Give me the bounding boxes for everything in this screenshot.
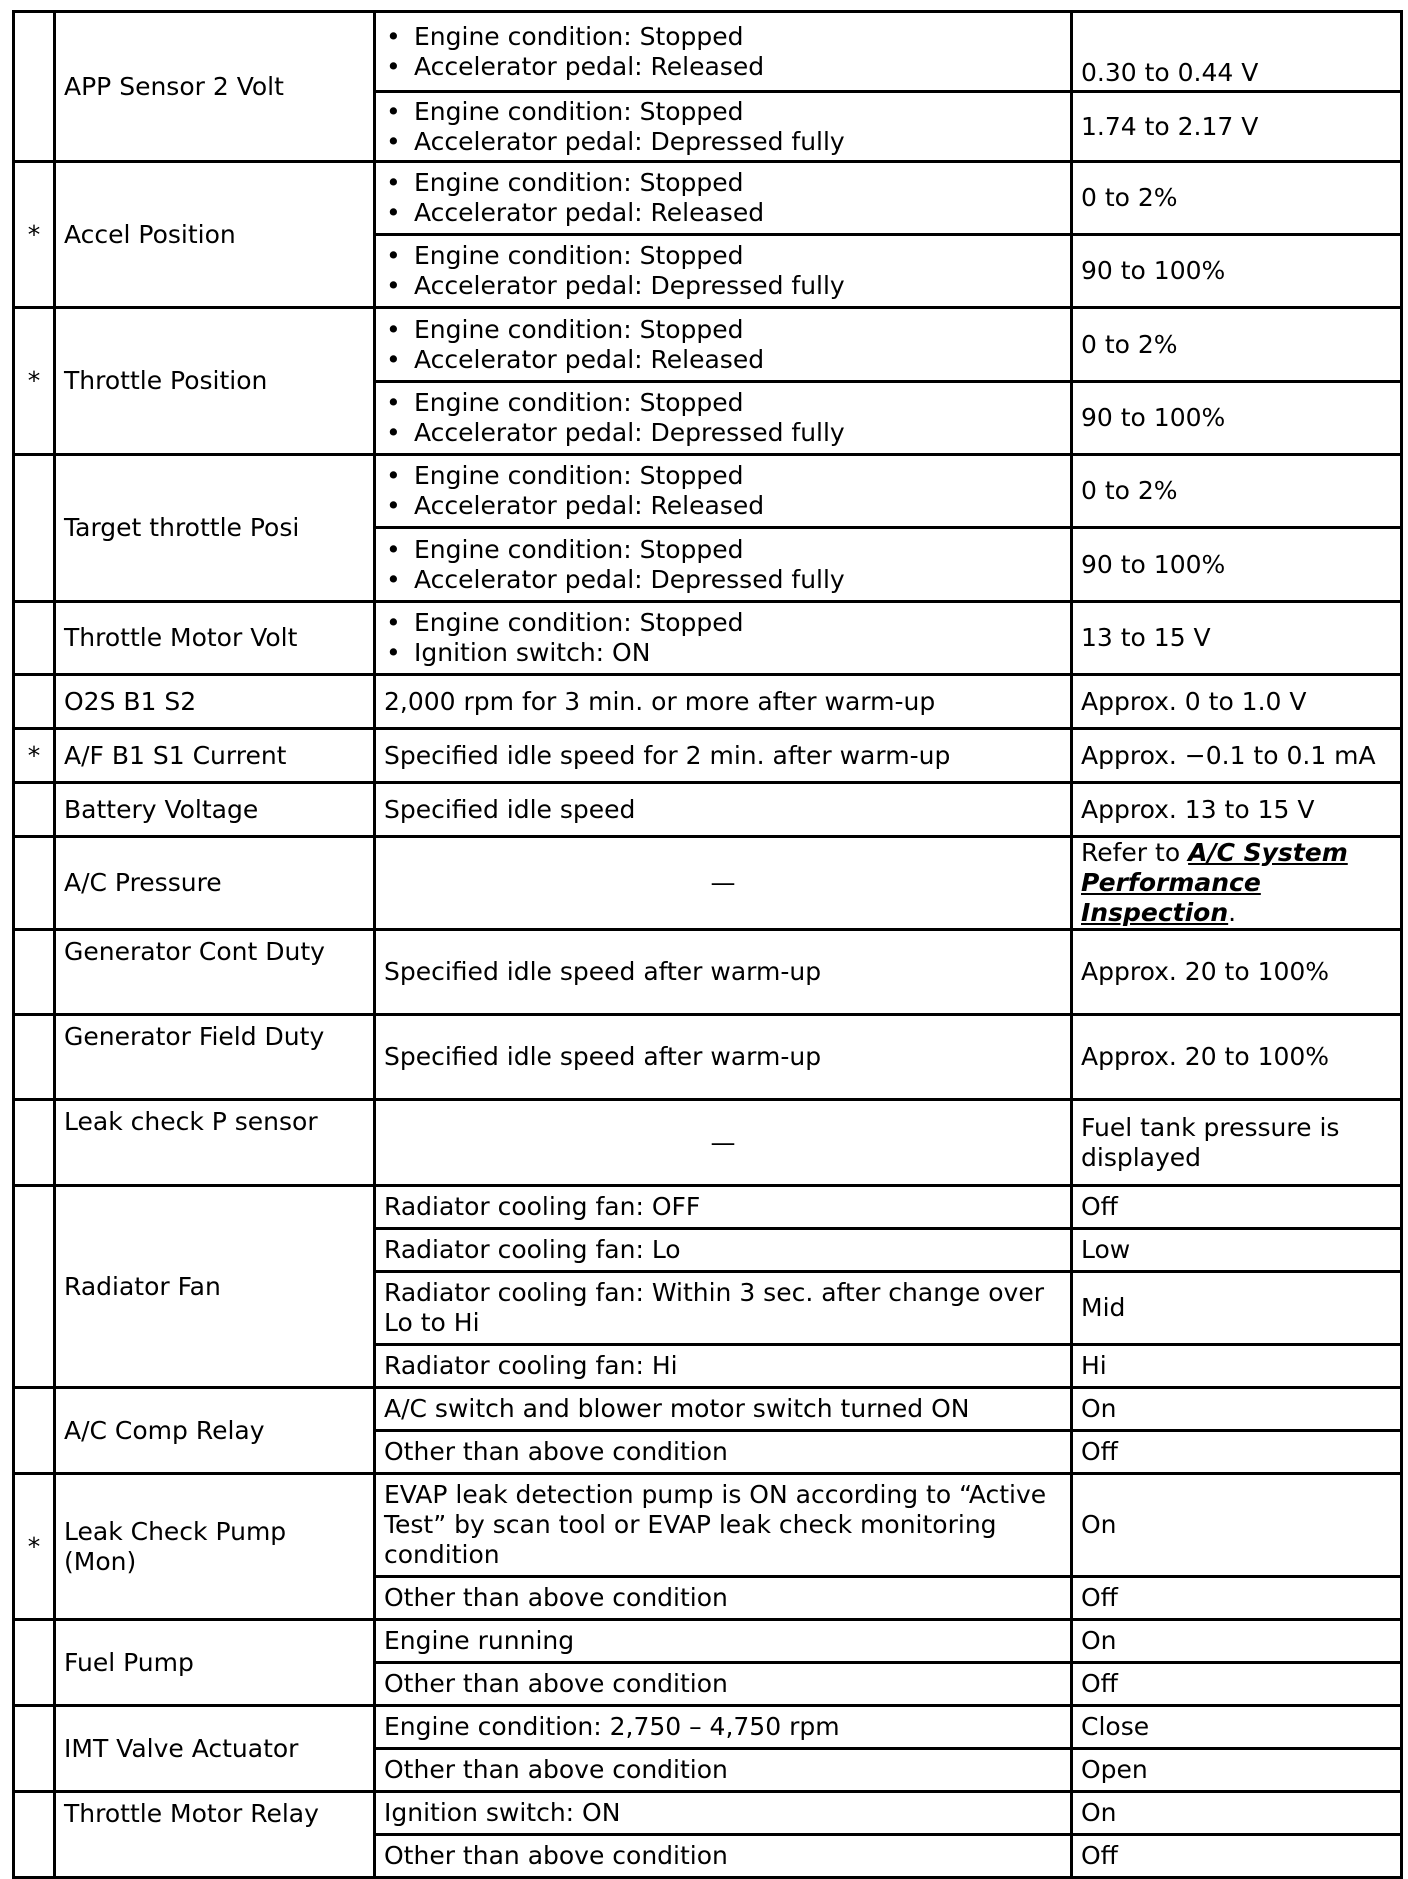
normal-value: Low bbox=[1072, 1229, 1402, 1272]
normal-value: Off bbox=[1072, 1577, 1402, 1620]
note-mark bbox=[14, 12, 55, 162]
normal-value: On bbox=[1072, 1792, 1402, 1835]
item-name: IMT Valve Actuator bbox=[55, 1706, 375, 1792]
value-prefix: Refer to bbox=[1081, 838, 1189, 867]
condition-text: Radiator cooling fan: Lo bbox=[375, 1229, 1072, 1272]
normal-value: 90 to 100% bbox=[1072, 235, 1402, 308]
normal-value: Approx. 20 to 100% bbox=[1072, 1015, 1402, 1100]
normal-value: Close bbox=[1072, 1706, 1402, 1749]
item-name: Throttle Motor Relay bbox=[55, 1792, 375, 1878]
condition-bullet: • Accelerator pedal: Released bbox=[414, 198, 1062, 228]
table-row bbox=[14, 1474, 1402, 1577]
condition-bullet: • Engine condition: Stopped bbox=[414, 388, 1062, 418]
condition-text: Other than above condition bbox=[375, 1431, 1072, 1474]
condition-bullet: • Accelerator pedal: Depressed fully bbox=[414, 127, 1062, 157]
condition-bullet: • Accelerator pedal: Depressed fully bbox=[414, 271, 1062, 301]
condition-cell bbox=[375, 382, 1072, 455]
ac-system-inspection-link[interactable]: A/C System Performance Inspection bbox=[1081, 838, 1348, 927]
note-mark: * bbox=[14, 1474, 55, 1620]
note-mark bbox=[14, 930, 55, 1015]
condition-cell bbox=[375, 602, 1072, 675]
normal-value: 0.30 to 0.44 V bbox=[1072, 12, 1402, 92]
condition-text: Other than above condition bbox=[375, 1835, 1072, 1878]
table-row bbox=[14, 1100, 1402, 1186]
item-name: Radiator Fan bbox=[55, 1186, 375, 1388]
condition-text: Ignition switch: ON bbox=[375, 1792, 1072, 1835]
condition-text: Specified idle speed after warm-up bbox=[375, 930, 1072, 1015]
condition-cell bbox=[375, 92, 1072, 162]
item-name: Leak check P sensor bbox=[55, 1100, 375, 1186]
condition-bullet: • Accelerator pedal: Released bbox=[414, 52, 1062, 82]
condition-bullet: • Engine condition: Stopped bbox=[414, 608, 1062, 638]
normal-value: 0 to 2% bbox=[1072, 308, 1402, 382]
table-row bbox=[14, 1186, 1402, 1229]
normal-value: Approx. 0 to 1.0 V bbox=[1072, 675, 1402, 729]
item-name: Battery Voltage bbox=[55, 783, 375, 837]
note-mark bbox=[14, 1706, 55, 1792]
item-name: Accel Position bbox=[55, 162, 375, 308]
normal-value: Off bbox=[1072, 1186, 1402, 1229]
condition-cell bbox=[375, 455, 1072, 528]
table-row bbox=[14, 783, 1402, 837]
normal-value: Fuel tank pressure is displayed bbox=[1072, 1100, 1402, 1186]
condition-cell bbox=[375, 235, 1072, 308]
condition-bullet: • Engine condition: Stopped bbox=[414, 315, 1062, 345]
table-row bbox=[14, 1706, 1402, 1749]
item-name: Target throttle Posi bbox=[55, 455, 375, 602]
table-row bbox=[14, 1388, 1402, 1431]
item-name: Leak Check Pump (Mon) bbox=[55, 1474, 375, 1620]
condition-text: Engine running bbox=[375, 1620, 1072, 1663]
condition-text: Specified idle speed after warm-up bbox=[375, 1015, 1072, 1100]
table-row bbox=[14, 837, 1402, 930]
condition-text: Radiator cooling fan: Hi bbox=[375, 1345, 1072, 1388]
note-mark bbox=[14, 1015, 55, 1100]
note-mark bbox=[14, 1100, 55, 1186]
condition-text: Engine condition: 2,750 – 4,750 rpm bbox=[375, 1706, 1072, 1749]
item-name: A/C Pressure bbox=[55, 837, 375, 930]
item-name: Fuel Pump bbox=[55, 1620, 375, 1706]
normal-value: Off bbox=[1072, 1663, 1402, 1706]
normal-value: Approx. 20 to 100% bbox=[1072, 930, 1402, 1015]
normal-value: 0 to 2% bbox=[1072, 455, 1402, 528]
note-mark bbox=[14, 1792, 55, 1878]
normal-value: On bbox=[1072, 1620, 1402, 1663]
normal-value: Mid bbox=[1072, 1272, 1402, 1345]
table-row bbox=[14, 162, 1402, 235]
note-mark bbox=[14, 1186, 55, 1388]
note-mark: * bbox=[14, 162, 55, 308]
condition-bullet: • Ignition switch: ON bbox=[414, 638, 1062, 668]
normal-value: 90 to 100% bbox=[1072, 382, 1402, 455]
note-mark bbox=[14, 783, 55, 837]
condition-text: 2,000 rpm for 3 min. or more after warm-up bbox=[375, 675, 1072, 729]
table-row bbox=[14, 729, 1402, 783]
table-row bbox=[14, 930, 1402, 1015]
no-condition-dash: — bbox=[375, 1100, 1072, 1186]
condition-bullet: • Accelerator pedal: Released bbox=[414, 491, 1062, 521]
table-row bbox=[14, 1792, 1402, 1835]
note-mark bbox=[14, 455, 55, 602]
normal-value: Open bbox=[1072, 1749, 1402, 1792]
condition-text: Radiator cooling fan: OFF bbox=[375, 1186, 1072, 1229]
condition-bullet: • Engine condition: Stopped bbox=[414, 461, 1062, 491]
condition-text: Specified idle speed for 2 min. after warm-up bbox=[375, 729, 1072, 783]
item-name: APP Sensor 2 Volt bbox=[55, 12, 375, 162]
condition-text: EVAP leak detection pump is ON according to “Active Test” by scan tool or EVAP leak check monitoring condition bbox=[375, 1474, 1072, 1577]
condition-bullet: • Engine condition: Stopped bbox=[414, 168, 1062, 198]
condition-bullet: • Accelerator pedal: Released bbox=[414, 345, 1062, 375]
condition-bullet: • Engine condition: Stopped bbox=[414, 22, 1062, 52]
no-condition-dash: — bbox=[375, 837, 1072, 930]
normal-value: Off bbox=[1072, 1431, 1402, 1474]
table-row bbox=[14, 675, 1402, 729]
condition-bullet: • Engine condition: Stopped bbox=[414, 535, 1062, 565]
value-suffix: . bbox=[1228, 898, 1237, 927]
condition-bullet: • Accelerator pedal: Depressed fully bbox=[414, 565, 1062, 595]
condition-text: Other than above condition bbox=[375, 1749, 1072, 1792]
note-mark bbox=[14, 602, 55, 675]
note-mark: * bbox=[14, 308, 55, 455]
normal-value: On bbox=[1072, 1474, 1402, 1577]
item-name: Throttle Position bbox=[55, 308, 375, 455]
condition-text: Other than above condition bbox=[375, 1577, 1072, 1620]
condition-text: Specified idle speed bbox=[375, 783, 1072, 837]
normal-value: Off bbox=[1072, 1835, 1402, 1878]
normal-value: 1.74 to 2.17 V bbox=[1072, 92, 1402, 162]
condition-text: Other than above condition bbox=[375, 1663, 1072, 1706]
normal-value: 13 to 15 V bbox=[1072, 602, 1402, 675]
note-mark bbox=[14, 1388, 55, 1474]
note-mark bbox=[14, 675, 55, 729]
item-name: O2S B1 S2 bbox=[55, 675, 375, 729]
table-row bbox=[14, 308, 1402, 382]
note-mark: * bbox=[14, 729, 55, 783]
condition-bullet: • Engine condition: Stopped bbox=[414, 97, 1062, 127]
condition-cell bbox=[375, 528, 1072, 602]
note-mark bbox=[14, 837, 55, 930]
normal-value: 0 to 2% bbox=[1072, 162, 1402, 235]
condition-bullet: • Accelerator pedal: Depressed fully bbox=[414, 418, 1062, 448]
condition-cell bbox=[375, 162, 1072, 235]
table-row bbox=[14, 12, 1402, 92]
item-name: Generator Cont Duty bbox=[55, 930, 375, 1015]
condition-cell bbox=[375, 308, 1072, 382]
item-name: Throttle Motor Volt bbox=[55, 602, 375, 675]
table-row bbox=[14, 602, 1402, 675]
condition-text: Radiator cooling fan: Within 3 sec. after change over Lo to Hi bbox=[375, 1272, 1072, 1345]
normal-value: Approx. 13 to 15 V bbox=[1072, 783, 1402, 837]
condition-text: A/C switch and blower motor switch turned ON bbox=[375, 1388, 1072, 1431]
item-name: A/F B1 S1 Current bbox=[55, 729, 375, 783]
table-row bbox=[14, 455, 1402, 528]
condition-bullet: • Engine condition: Stopped bbox=[414, 241, 1062, 271]
normal-value bbox=[1072, 837, 1402, 930]
normal-value: 90 to 100% bbox=[1072, 528, 1402, 602]
normal-value: Hi bbox=[1072, 1345, 1402, 1388]
normal-value: Approx. −0.1 to 0.1 mA bbox=[1072, 729, 1402, 783]
normal-value: On bbox=[1072, 1388, 1402, 1431]
condition-cell bbox=[375, 12, 1072, 92]
data-list-table bbox=[12, 10, 1403, 1879]
note-mark bbox=[14, 1620, 55, 1706]
table-row bbox=[14, 1015, 1402, 1100]
item-name: Generator Field Duty bbox=[55, 1015, 375, 1100]
table-row bbox=[14, 1620, 1402, 1663]
item-name: A/C Comp Relay bbox=[55, 1388, 375, 1474]
